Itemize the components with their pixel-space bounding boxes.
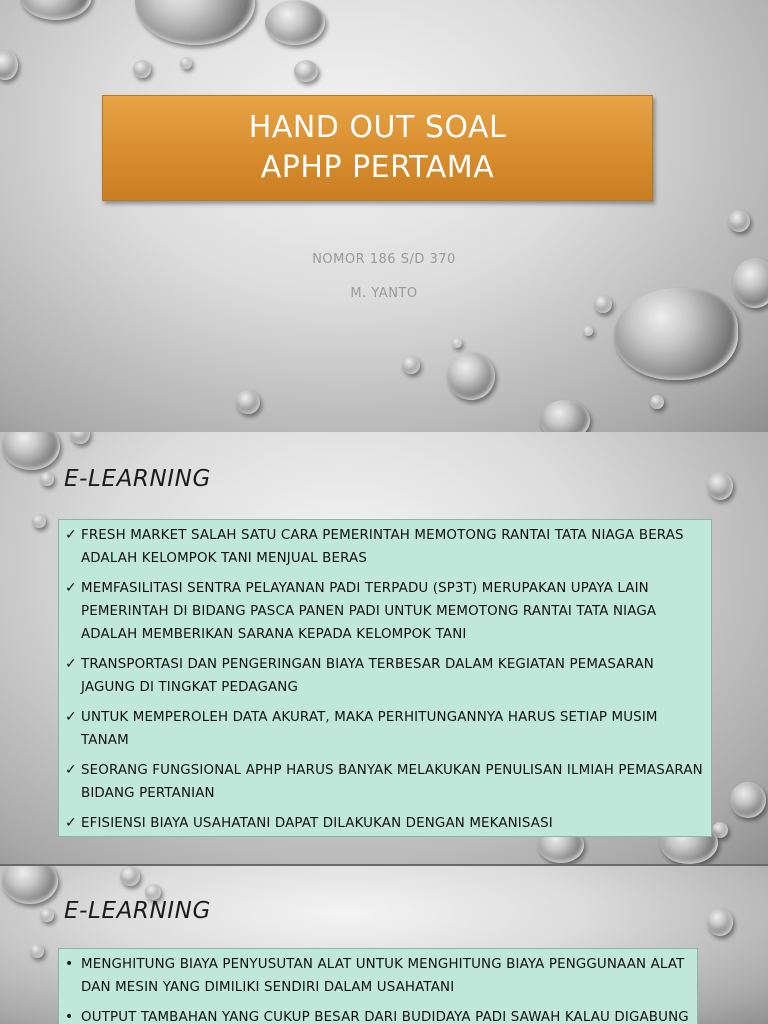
slide-title	[0, 0, 768, 432]
subtitle-author: M. YANTO	[350, 286, 418, 301]
list-item-text: FRESH MARKET SALAH SATU CARA PEMERINTAH MEMOTONG RANTAI TATA NIAGA BERAS ADALAH KELOMPOK TANI MENJUAL BERAS	[81, 528, 684, 566]
water-drop-decoration	[180, 57, 192, 69]
list-item-text: MEMFASILITASI SENTRA PELAYANAN PADI TERPADU (SP3T) MERUPAKAN UPAYA LAIN PEMERINTAH DI BIDANG PASCA PANEN PADI UNTUK MEMOTONG RANTAI TATA NIAGA ADALAH MEMBERIKAN SARANA KEPADA KELOMPOK TANI	[81, 581, 657, 642]
water-drop-decoration	[447, 352, 495, 400]
list-item	[63, 577, 703, 646]
slide-e-learning-2	[0, 866, 768, 1024]
list-item-text: UNTUK MEMPEROLEH DATA AKURAT, MAKA PERHITUNGANNYA HARUS SETIAP MUSIM TANAM	[81, 710, 658, 748]
bullet-icon: •	[65, 956, 74, 972]
checkmark-icon: ✓	[65, 815, 77, 831]
slide-heading: E-LEARNING	[64, 466, 211, 492]
list-item-text: MENGHITUNG BIAYA PENYUSUTAN ALAT UNTUK MENGHITUNG BIAYA PENGGUNAAN ALAT DAN MESIN YANG DIMILIKI SENDIRI DALAM USAHATANI	[81, 957, 685, 995]
title-box	[102, 95, 653, 201]
list-item	[63, 812, 703, 835]
water-drop-decoration	[2, 432, 60, 470]
water-drop-decoration	[0, 50, 18, 80]
water-drop-decoration	[730, 782, 766, 818]
checkmark-icon: ✓	[65, 709, 77, 725]
content-box	[58, 948, 698, 1024]
water-drop-decoration	[70, 432, 90, 444]
list-item	[63, 1006, 691, 1024]
water-drop-decoration	[583, 326, 593, 336]
bullet-icon: •	[65, 1009, 74, 1024]
water-drop-decoration	[707, 908, 733, 936]
list-item	[63, 953, 691, 999]
water-drop-decoration	[133, 60, 151, 78]
water-drop-decoration	[707, 472, 733, 500]
checkmark-icon: ✓	[65, 762, 77, 778]
water-drop-decoration	[402, 356, 420, 374]
water-drop-decoration	[135, 0, 255, 45]
water-drop-decoration	[265, 0, 325, 45]
list-item-text: EFISIENSI BIAYA USAHATANI DAPAT DILAKUKAN DENGAN MEKANISASI	[81, 816, 553, 831]
water-drop-decoration	[540, 400, 590, 432]
title-line-1: HAND OUT SOAL	[248, 110, 507, 145]
subtitle-range: NOMOR 186 S/D 370	[312, 252, 456, 267]
water-drop-decoration	[294, 60, 318, 82]
checkmark-icon: ✓	[65, 656, 77, 672]
bullet-list	[63, 953, 691, 1024]
water-drop-decoration	[40, 908, 54, 922]
water-drop-decoration	[32, 514, 46, 528]
list-item	[63, 653, 703, 699]
water-drop-decoration	[650, 395, 664, 409]
water-drop-decoration	[614, 288, 738, 380]
slide-e-learning-1	[0, 432, 768, 864]
content-box	[58, 519, 712, 837]
list-item	[63, 759, 703, 805]
list-item-text: OUTPUT TAMBAHAN YANG CUKUP BESAR DARI BUDIDAYA PADI SAWAH KALAU DIGABUNG	[81, 1010, 689, 1024]
checkmark-icon: ✓	[65, 527, 77, 543]
list-item-text: SEORANG FUNGSIONAL APHP HARUS BANYAK MELAKUKAN PENULISAN ILMIAH PEMASARAN BIDANG PERTANIAN	[81, 763, 703, 801]
water-drop-decoration	[120, 866, 140, 886]
list-item-text: TRANSPORTASI DAN PENGERINGAN BIAYA TERBESAR DALAM KEGIATAN PEMASARAN JAGUNG DI TINGKAT PEDAGANG	[81, 657, 654, 695]
checkmark-icon: ✓	[65, 580, 77, 596]
water-drop-decoration	[40, 472, 54, 486]
water-drop-decoration	[452, 338, 462, 348]
water-drop-decoration	[2, 866, 58, 904]
water-drop-decoration	[30, 944, 44, 958]
water-drop-decoration	[236, 390, 260, 414]
water-drop-decoration	[20, 0, 92, 20]
slide-heading: E-LEARNING	[64, 898, 211, 924]
bullet-list	[63, 524, 703, 835]
title-line-2: APHP PERTAMA	[260, 150, 495, 185]
list-item	[63, 524, 703, 570]
list-item	[63, 706, 703, 752]
water-drop-decoration	[728, 210, 750, 232]
